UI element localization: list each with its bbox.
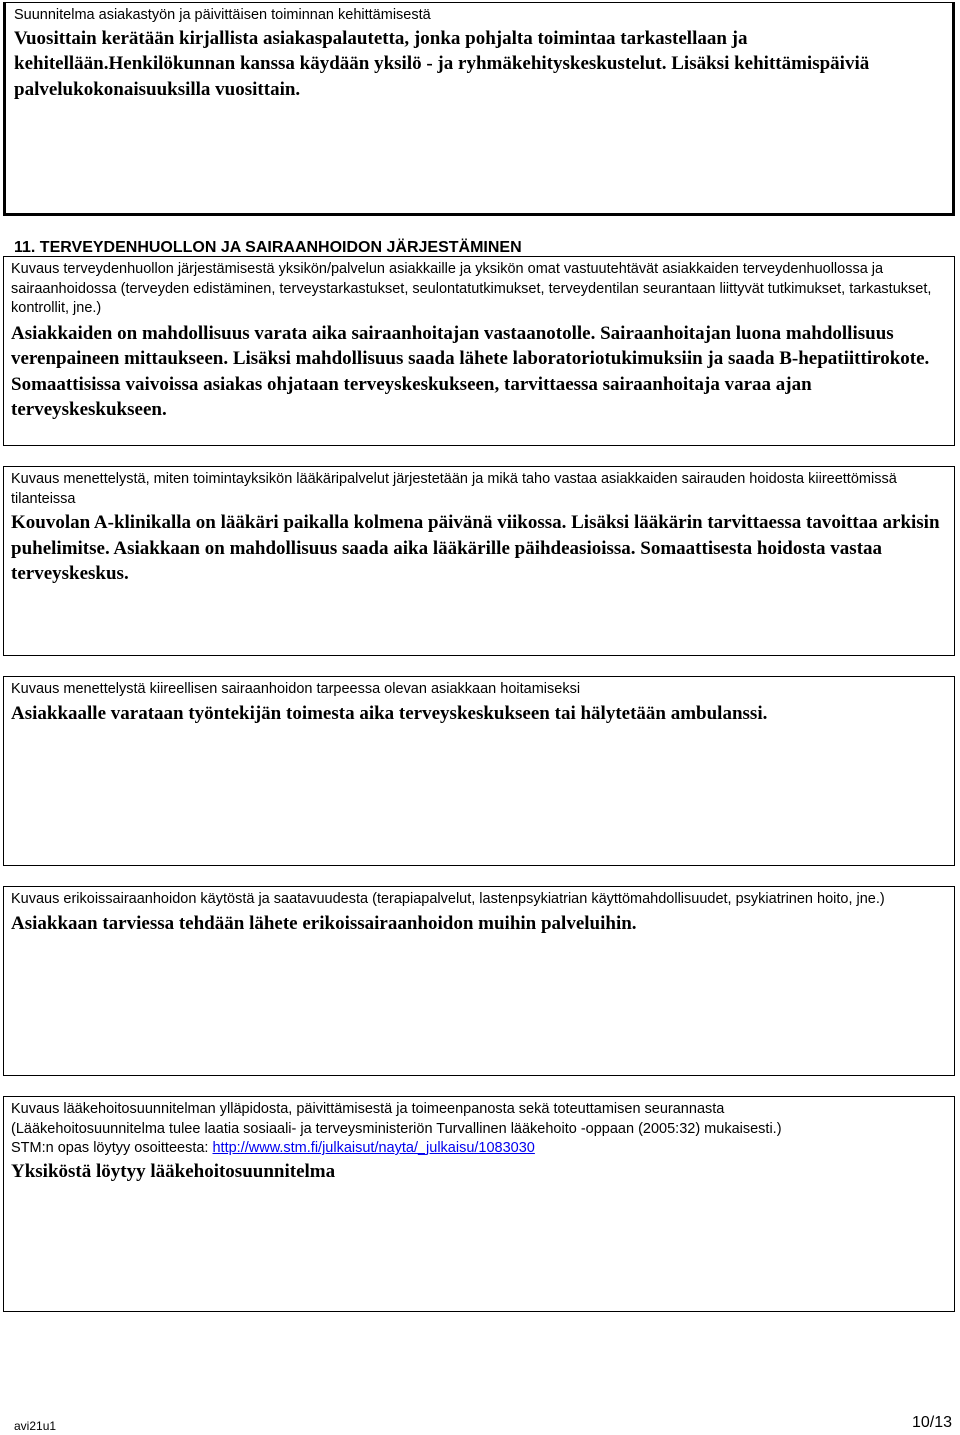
specialist-care-answer[interactable]: Asiakkaan tarviessa tehdään lähete erikoissairaanhoidon muihin palveluihin. xyxy=(11,912,637,934)
urgent-care-answer[interactable]: Asiakkaalle varataan työntekijän toimesta aika terveyskeskukseen tai hälytetään ambulanssi. xyxy=(11,702,768,724)
medication-plan-box xyxy=(3,1096,955,1312)
health-care-prompt: Kuvaus terveydenhuollon järjestämisestä yksikön/palvelun asiakkaille ja yksikön omat vastuutehtävät asiakkaiden terveydenhuollossa ja sairaanhoidossa (terveyden edistäminen, terveystarkastukset, seulontatutkimukset, terveydentilan seurantaan liittyvät tutkimukset, tarkastukset, kontrollit, jne.) xyxy=(11,261,932,316)
health-care-answer[interactable]: Asiakkaiden on mahdollisuus varata aika sairaanhoitajan vastaanotolle. Sairaanhoitajan luona mahdollisuus verenpaineen mittaukseen. Lisäksi mahdollisuus saada lähete laboratoriotukimuksiin ja saada B-hepatiittirokote. Somaattisissa vaivoissa asiakas ohjataan terveyskeskukseen, tarvittaessa sairaanhoitaja varaa ajan terveyskeskukseen. xyxy=(11,322,930,420)
plan-box-content[interactable]: Vuosittain kerätään kirjallista asiakaspalautetta, jonka pohjalta toimintaa tarkastellaan ja kehitellään.Henkilökunnan kanssa käydään yksilö - ja ryhmäkehityskeskustelut. Lisäksi kehittämispäiviä palvelukokonaisuuksilla vuosittain. xyxy=(14,27,870,100)
plan-box xyxy=(3,2,955,216)
specialist-care-box xyxy=(3,886,955,1076)
medication-answer[interactable]: Yksiköstä löytyy lääkehoitosuunnitelma xyxy=(11,1160,336,1182)
document-code: avi21u1 xyxy=(14,1419,57,1433)
medication-prompt-line1: Kuvaus lääkehoitosuunnitelman ylläpidosta, päivittämisestä ja toimeenpanosta sekä toteuttamisen seurannasta xyxy=(11,1101,725,1117)
doctor-services-prompt: Kuvaus menettelystä, miten toimintayksikön lääkäripalvelut järjestetään ja mikä taho vastaa asiakkaiden sairauden hoidosta kiireettömissä tilanteissa xyxy=(11,471,897,507)
doctor-services-box xyxy=(3,466,955,656)
health-care-box xyxy=(3,256,955,446)
plan-box-caption: Suunnitelma asiakastyön ja päivittäisen toiminnan kehittämisestä xyxy=(14,7,431,23)
doctor-services-answer[interactable]: Kouvolan A-klinikalla on lääkäri paikalla kolmena päivänä viikossa. Lisäksi lääkärin tarvittaessa tavoittaa arkisin puhelimitse. Asiakkaan on mahdollisuus saada aika lääkärille päihdeasioissa. Somaattisesta hoidosta vastaa terveyskeskus. xyxy=(11,512,940,584)
medication-prompt-line3 xyxy=(11,1139,947,1159)
specialist-care-prompt: Kuvaus erikoissairaanhoidon käytöstä ja saatavuudesta (terapiapalvelut, lastenpsykiatrian käyttömahdollisuudet, psykiatrinen hoito, jne.) xyxy=(11,891,885,907)
urgent-care-box xyxy=(3,676,955,866)
medication-guide-text: STM:n opas löytyy osoitteesta: xyxy=(11,1140,213,1156)
section-heading: 11. TERVEYDENHUOLLON JA SAIRAANHOIDON JÄRJESTÄMINEN xyxy=(14,239,522,256)
medication-prompt-line2: (Lääkehoitosuunnitelma tulee laatia sosiaali- ja terveysministeriön Turvallinen lääkehoito -oppaan (2005:32) mukaisesti.) xyxy=(11,1120,782,1137)
urgent-care-prompt: Kuvaus menettelystä kiireellisen sairaanhoidon tarpeessa olevan asiakkaan hoitamiseksi xyxy=(11,681,581,697)
medication-guide-link[interactable]: http://www.stm.fi/julkaisut/nayta/_julkaisu/1083030 xyxy=(212,1140,535,1156)
page-number: 10/13 xyxy=(911,1414,952,1431)
